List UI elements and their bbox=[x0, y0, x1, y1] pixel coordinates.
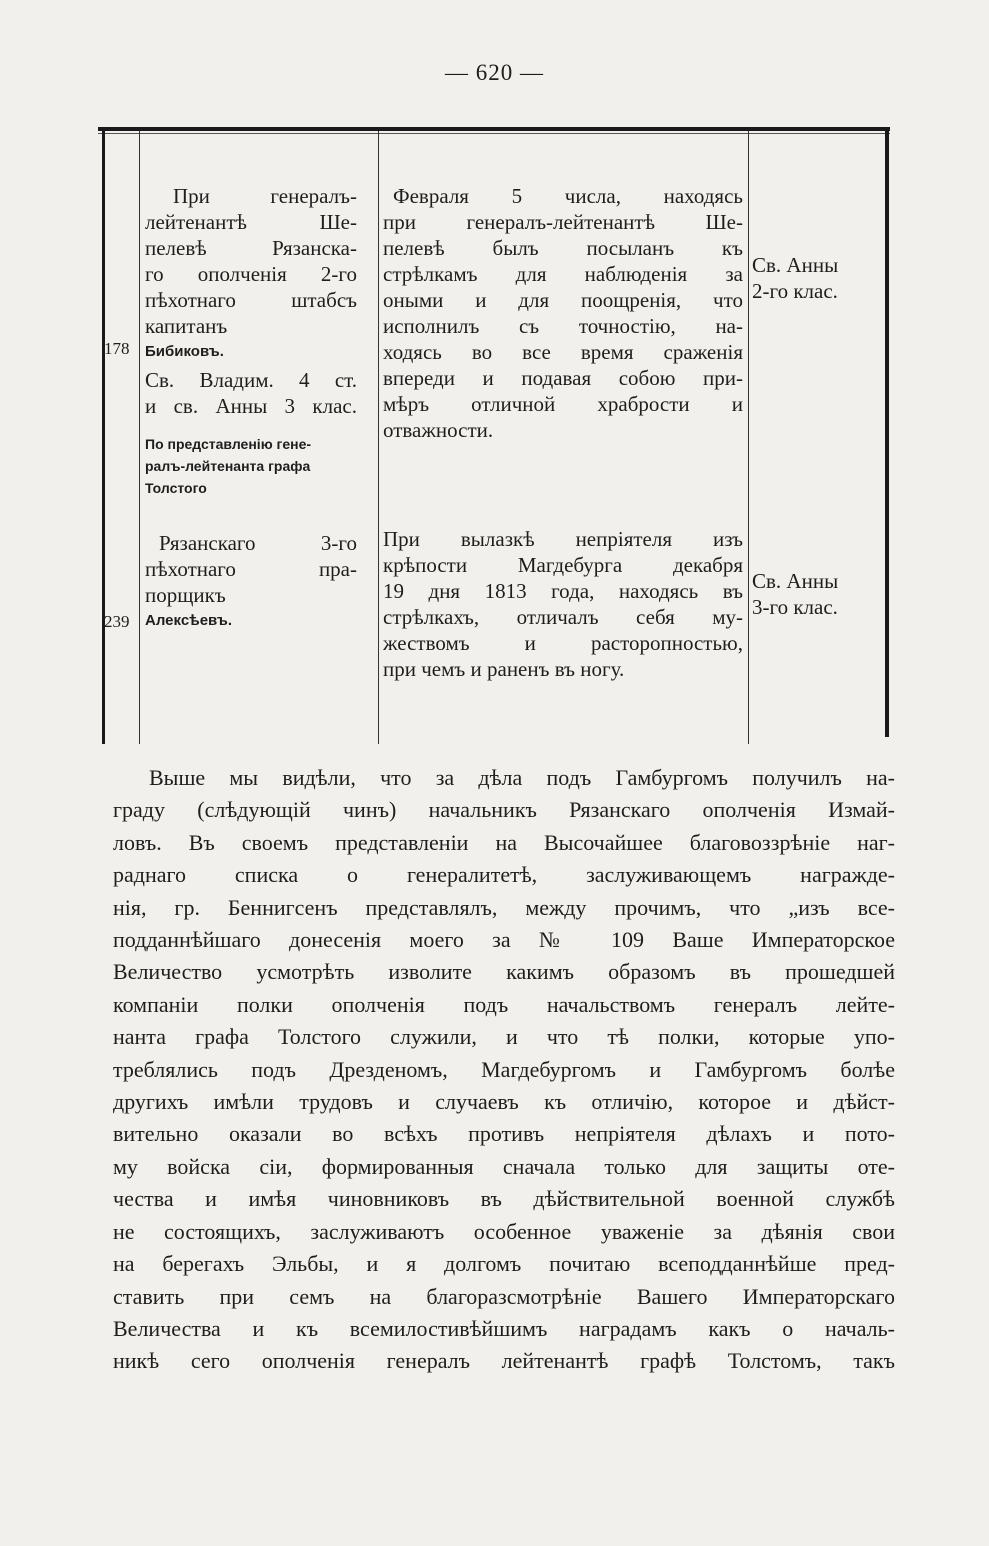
row-number: 178 bbox=[104, 339, 130, 358]
person-cell bbox=[145, 183, 357, 499]
award-cell bbox=[752, 568, 872, 620]
deed-cell bbox=[383, 526, 743, 682]
body-line: нанта графа Толстого служили, и что тѣ полки, которые упо- bbox=[113, 1024, 895, 1050]
deed-line: жествомъ и расторопностью, bbox=[383, 631, 743, 655]
table-right-border bbox=[885, 127, 889, 737]
award-line: Св. Анны bbox=[752, 253, 839, 277]
prior-award-line: Св. Владим. 4 ст. bbox=[145, 368, 357, 392]
person-line: пѣхотнаго пра- bbox=[145, 557, 357, 581]
body-line: Величества и къ всемилостивѣйшимъ наградамъ какъ о началь- bbox=[113, 1315, 895, 1341]
person-name: Бибиковъ. bbox=[145, 343, 224, 360]
deed-line: стрѣлкамъ для наблюденія за bbox=[383, 262, 743, 286]
note-line: Толстого bbox=[145, 480, 207, 496]
body-line: раднаго списка о генералитетѣ, заслуживающемъ награжде- bbox=[113, 862, 895, 888]
person-line: капитанъ bbox=[145, 314, 228, 338]
deed-line: Февраля 5 числа, находясь bbox=[393, 184, 743, 208]
award-line: 3-го клас. bbox=[752, 595, 838, 619]
body-line: му войска сіи, формированныя сначала только для защиты оте- bbox=[113, 1153, 895, 1179]
deed-line: ходясь во все время сраженія bbox=[383, 340, 743, 364]
note-line: По представленію гене- bbox=[145, 436, 312, 452]
person-line: го ополченія 2-го bbox=[145, 262, 357, 286]
deed-line: оными и для поощренія, что bbox=[383, 288, 743, 312]
deed-line: При вылазкѣ непріятеля изъ bbox=[383, 527, 743, 551]
person-line: пелевѣ Рязанска- bbox=[145, 236, 357, 260]
deed-line: пелевѣ былъ посыланъ къ bbox=[383, 236, 743, 260]
body-line: компаніи полки ополченія подъ начальствомъ генералъ лейте- bbox=[113, 991, 895, 1017]
person-cell bbox=[145, 530, 357, 634]
deed-line: мѣръ отличной храбрости и bbox=[383, 392, 743, 416]
deed-line: впереди и подавая собою при- bbox=[383, 366, 743, 390]
person-line: порщикъ bbox=[145, 583, 226, 607]
person-line: При генералъ- bbox=[173, 184, 357, 208]
body-line: не состоящихъ, заслуживаютъ особенное уваженіе за дѣянія свои bbox=[113, 1218, 895, 1244]
table-left-border bbox=[102, 127, 105, 744]
person-name: Алексѣевъ. bbox=[145, 612, 232, 629]
deed-line: отважности. bbox=[383, 418, 494, 442]
row-number: 239 bbox=[104, 612, 130, 631]
deed-cell bbox=[383, 183, 743, 443]
body-line: ставить при семъ на благоразсмотрѣніе Вашего Императорскаго bbox=[113, 1283, 895, 1309]
body-line: на берегахъ Эльбы, и я долгомъ почитаю всеподданнѣйше пред- bbox=[113, 1251, 895, 1277]
table-number-divider bbox=[139, 131, 140, 744]
body-line: никѣ сего ополченія генералъ лейтенантѣ графѣ Толстомъ, такъ bbox=[113, 1348, 895, 1374]
person-line: Рязанскаго 3-го bbox=[159, 531, 357, 555]
person-line: пѣхотнаго штабсъ bbox=[145, 288, 357, 312]
table-column-divider-1 bbox=[378, 131, 379, 744]
body-line: подданнѣйшаго донесенія моего за № 109 Ваше Императорское bbox=[113, 927, 895, 953]
table-top-rule bbox=[98, 127, 890, 131]
body-line: граду (слѣдующій чинъ) начальникъ Рязанскаго ополченія Измай- bbox=[113, 797, 895, 823]
person-line: лейтенантѣ Ше- bbox=[145, 210, 357, 234]
award-cell bbox=[752, 252, 872, 304]
note-line: ралъ-лейтенанта графа bbox=[145, 458, 311, 474]
body-paragraph bbox=[113, 762, 895, 1378]
deed-line: 19 дня 1813 года, находясь въ bbox=[383, 579, 743, 603]
deed-line: исполнилъ съ точностію, на- bbox=[383, 314, 743, 338]
deed-line: стрѣлкахъ, отличалъ себя му- bbox=[383, 605, 743, 629]
prior-award-line: и св. Анны 3 клас. bbox=[145, 394, 357, 418]
body-line: ловъ. Въ своемъ представленіи на Высочайшее благовоззрѣніе наг- bbox=[113, 829, 895, 855]
body-line: Величество усмотрѣть изволите какимъ образомъ въ прошедшей bbox=[113, 959, 895, 985]
body-line: Выше мы видѣли, что за дѣла подъ Гамбургомъ получилъ на- bbox=[149, 765, 895, 790]
body-line: нія, гр. Беннигсенъ представлялъ, между прочимъ, что „изъ все- bbox=[113, 894, 895, 920]
table-column-divider-2 bbox=[748, 131, 749, 744]
deed-line: при чемъ и раненъ въ ногу. bbox=[383, 657, 625, 681]
body-line: треблялись подъ Дрезденомъ, Магдебургомъ и Гамбургомъ болѣе bbox=[113, 1056, 895, 1082]
page-number: — 620 — bbox=[445, 60, 544, 85]
deed-line: при генералъ-лейтенантѣ Ше- bbox=[383, 210, 743, 234]
body-line: вительно оказали во всѣхъ противъ непріятеля дѣлахъ и пото- bbox=[113, 1121, 895, 1147]
deed-line: крѣпости Магдебурга декабря bbox=[383, 553, 743, 577]
body-line: чества и имѣя чиновниковъ въ дѣйствительной военной службѣ bbox=[113, 1186, 895, 1212]
award-line: 2-го клас. bbox=[752, 279, 838, 303]
body-line: другихъ имѣли трудовъ и случаевъ къ отличію, которое и дѣйст- bbox=[113, 1089, 895, 1115]
award-line: Св. Анны bbox=[752, 569, 839, 593]
table-top-rule-thin bbox=[98, 133, 890, 134]
